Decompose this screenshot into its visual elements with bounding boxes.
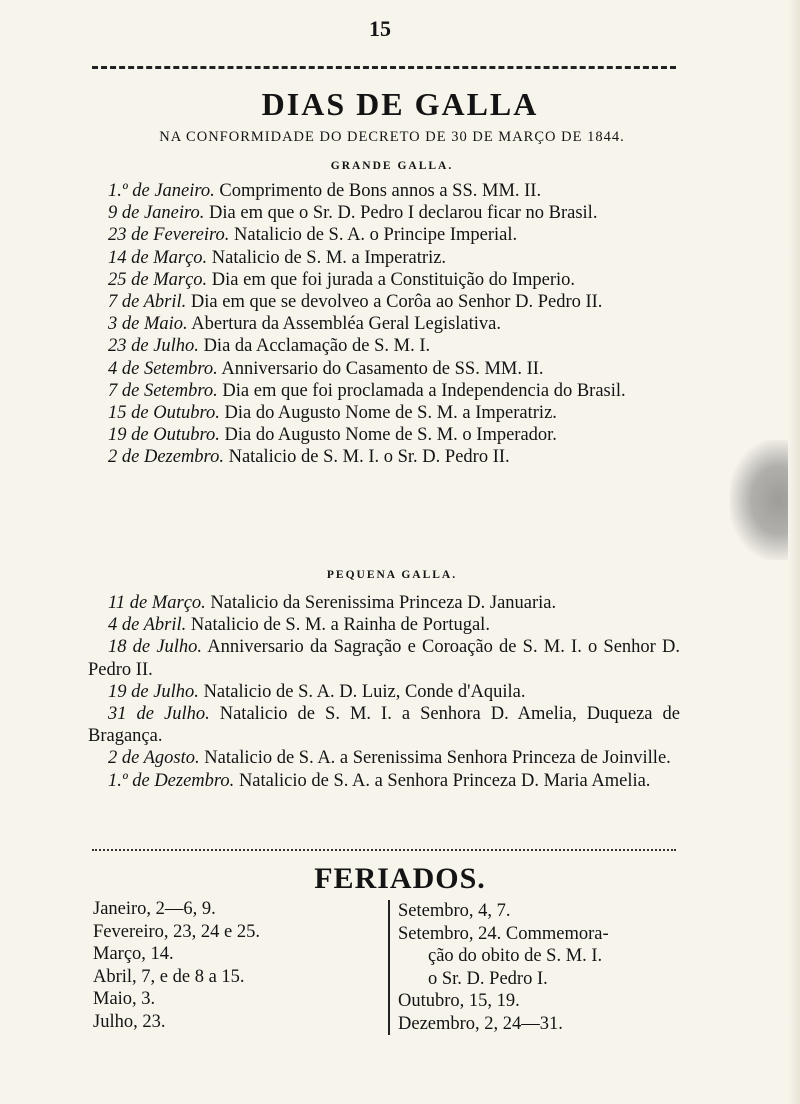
entry-text: Natalicio de S. A. D. Luiz, Conde d'Aquila. [203, 681, 526, 702]
feriado-line: Março, 14. [93, 944, 174, 964]
entry-date: 2 de Dezembro. [108, 447, 224, 468]
galla-entry [88, 269, 680, 291]
section-divider [92, 849, 676, 851]
grande-galla-heading: GRANDE GALLA. [330, 160, 454, 172]
entry-date: 4 de Abril. [108, 615, 187, 636]
feriado-line: Fevereiro, 23, 24 e 25. [93, 921, 260, 942]
pequena-galla-list [88, 592, 680, 792]
galla-entry [88, 224, 680, 246]
feriado-line: Janeiro, 2—6, 9. [93, 899, 216, 919]
entry-text: Dia em que foi jurada a Constituição do Imperio. [211, 269, 576, 290]
feriado-line: ção do obito de S. M. I. [428, 946, 603, 966]
galla-entry [88, 202, 680, 224]
entry-text: Natalicio de S. A. a Serenissima Senhora Princeza de Joinville. [204, 748, 671, 769]
galla-entry [88, 358, 680, 380]
galla-entry [88, 380, 680, 402]
galla-entry [88, 446, 680, 468]
decree-subtitle: NA CONFORMIDADE DO DECRETO DE 30 DE MARÇO DE 1844. [159, 129, 625, 145]
entry-date: 1.º de Dezembro. [108, 770, 235, 791]
entry-date: 4 de Setembro. [108, 358, 218, 379]
feriado-line: Outubro, 15, 19. [398, 991, 520, 1011]
entry-date: 11 de Março. [108, 593, 206, 613]
galla-entry [88, 614, 680, 636]
entry-date: 2 de Agosto. [108, 748, 200, 769]
feriado-line: o Sr. D. Pedro I. [428, 968, 548, 989]
entry-date: 18 de Julho. [108, 637, 203, 658]
entry-date: 25 de Março. [108, 269, 208, 290]
galla-entry [88, 335, 680, 357]
galla-entry [88, 681, 680, 703]
entry-date: 3 de Maio. [108, 314, 188, 335]
entry-text: Natalicio de S. M. I. a Senhora D. Amelia, Duqueza de Bragança. [88, 704, 680, 747]
page-title: DIAS DE GALLA [261, 86, 539, 122]
entry-date: 19 de Julho. [108, 681, 199, 702]
entry-text: Anniversario da Sagração e Coroação de S. M. I. o Senhor D. Pedro II. [88, 637, 680, 680]
entry-date: 7 de Setembro. [108, 380, 218, 401]
galla-entry [88, 592, 680, 614]
feriado-line: Abril, 7, e de 8 a 15. [93, 966, 245, 987]
galla-entry [88, 291, 680, 313]
entry-date: 14 de Março. [108, 247, 208, 268]
entry-text: Natalicio de S. M. I. o Sr. D. Pedro II. [228, 447, 510, 468]
entry-text: Dia da Acclamação de S. M. I. [203, 336, 431, 357]
top-divider [92, 66, 676, 69]
entry-text: Dia em que o Sr. D. Pedro I declarou ficar no Brasil. [209, 203, 598, 224]
feriados-left-column [93, 898, 378, 1033]
galla-entry [88, 636, 680, 680]
entry-text: Natalicio de S. M. a Rainha de Portugal. [190, 615, 490, 636]
feriado-line: Setembro, 24. Commemora- [398, 923, 609, 944]
galla-entry [88, 424, 680, 446]
entry-text: Dia em que foi proclamada a Independencia do Brasil. [222, 380, 626, 401]
galla-entry [88, 247, 680, 269]
page-edge [788, 0, 800, 1104]
galla-entry [88, 747, 680, 769]
entry-text: Abertura da Assembléa Geral Legislativa. [191, 314, 502, 335]
pequena-galla-heading: PEQUENA GALLA. [326, 569, 458, 581]
feriados-right-column [388, 900, 698, 1035]
entry-date: 19 de Outubro. [108, 425, 220, 446]
entry-text: Natalicio de S. A. o Principe Imperial. [234, 225, 518, 246]
feriado-line: Julho, 23. [93, 1011, 166, 1032]
entry-text: Natalicio de S. M. a Imperatriz. [211, 247, 447, 268]
entry-date: 15 de Outubro. [108, 403, 220, 424]
entry-date: 1.º de Janeiro. [108, 181, 215, 201]
entry-date: 7 de Abril. [108, 292, 187, 313]
entry-text: Comprimento de Bons annos a SS. MM. II. [219, 181, 542, 201]
feriado-line: Maio, 3. [93, 989, 156, 1009]
entry-text: Dia em que se devolveo a Corôa ao Senhor D. Pedro II. [190, 292, 603, 313]
galla-entry [88, 180, 680, 202]
page-number: 15 [369, 16, 391, 41]
entry-date: 9 de Janeiro. [108, 203, 205, 224]
entry-date: 23 de Julho. [108, 336, 199, 357]
feriado-line: Setembro, 4, 7. [398, 901, 511, 921]
galla-entry [88, 313, 680, 335]
entry-text: Natalicio da Serenissima Princeza D. Januaria. [210, 593, 557, 613]
galla-entry [88, 402, 680, 424]
entry-date: 23 de Fevereiro. [108, 225, 230, 246]
feriado-line: Dezembro, 2, 24—31. [398, 1013, 563, 1034]
galla-entry [88, 770, 680, 792]
entry-text: Dia do Augusto Nome de S. M. a Imperatriz. [224, 403, 557, 424]
entry-text: Dia do Augusto Nome de S. M. o Imperador. [224, 425, 557, 446]
galla-entry [88, 703, 680, 747]
entry-text: Natalicio de S. A. a Senhora Princeza D. Maria Amelia. [238, 770, 651, 791]
entry-date: 31 de Julho. [108, 704, 210, 725]
feriados-title: FERIADOS. [314, 862, 486, 895]
grande-galla-list [88, 180, 680, 469]
entry-text: Anniversario do Casamento de SS. MM. II. [221, 358, 544, 379]
